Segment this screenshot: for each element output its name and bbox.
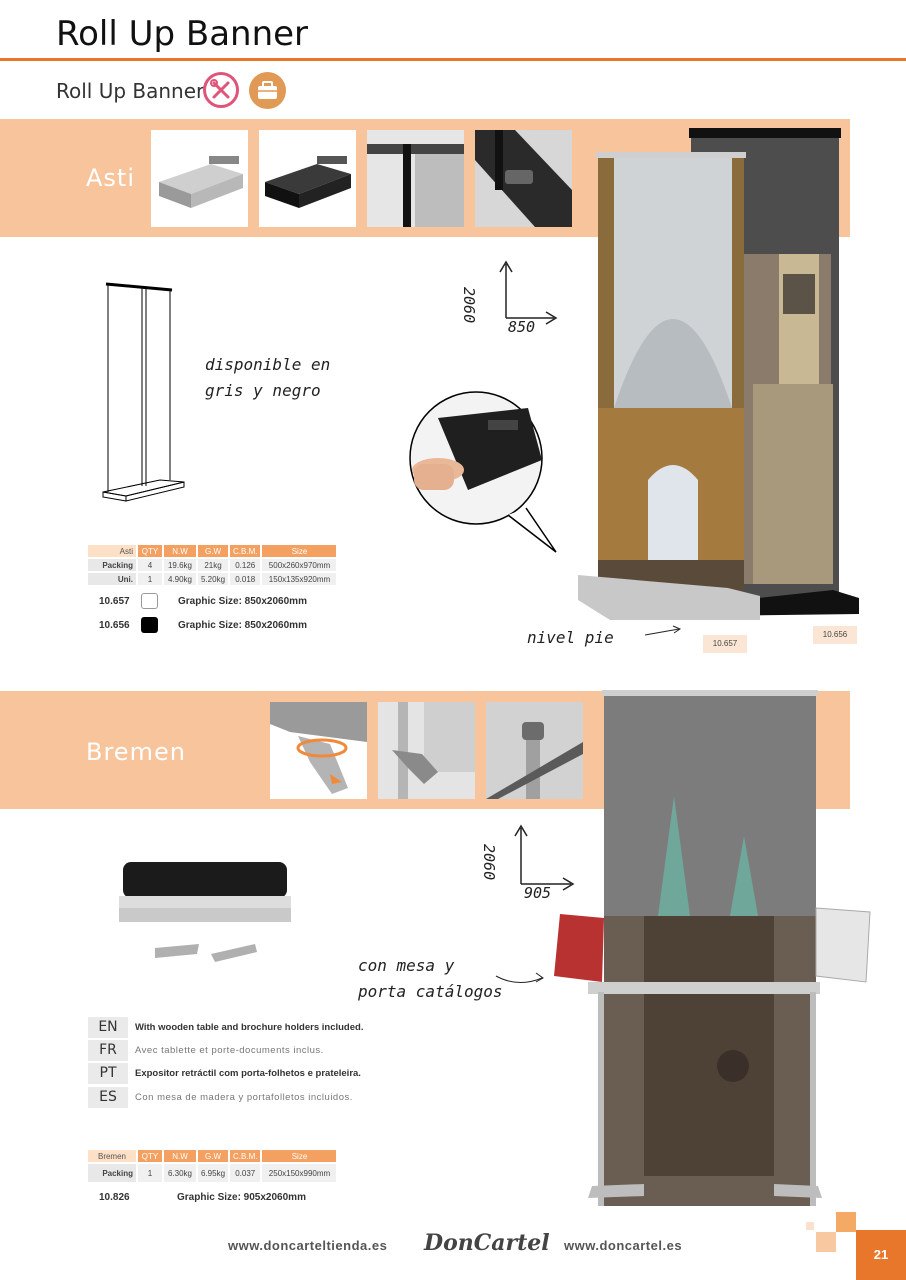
table-cell: Packing <box>88 1164 136 1182</box>
asti-silver-banner-photo <box>578 150 766 625</box>
table-cell: Packing <box>88 559 136 571</box>
asti-availability-note: disponible en gris y negro <box>205 355 331 400</box>
lang-code-pt: PT <box>88 1063 128 1084</box>
asti-thumb-clip <box>475 130 572 227</box>
asti-level-note: nivel pie <box>527 628 614 647</box>
bremen-graphic-size: Graphic Size: 905x2060mm <box>177 1192 306 1203</box>
asti-label: Asti <box>86 164 135 192</box>
table-cell: 250x150x990mm <box>262 1164 336 1182</box>
doncartel-logo: DonCartel <box>424 1230 550 1256</box>
bremen-height-label: 2060 <box>480 844 498 881</box>
table-header: Size <box>262 545 336 557</box>
table-cell: 4 <box>138 559 162 571</box>
lang-text-fr: Avec tablette et porte-documents inclus. <box>135 1045 324 1056</box>
asti-foot-detail-callout <box>408 390 560 560</box>
page-number: 21 <box>856 1230 906 1280</box>
table-row <box>88 573 336 585</box>
table-header: N.W <box>164 545 196 557</box>
footer-url-shop[interactable]: www.doncarteltienda.es <box>228 1238 388 1253</box>
table-cell: 1 <box>138 573 162 585</box>
footer-url-main[interactable]: www.doncartel.es <box>564 1238 683 1253</box>
briefcase-icon <box>249 72 286 109</box>
table-cell: Uni. <box>88 573 136 585</box>
table-header: QTY <box>138 545 162 557</box>
table-cell: 4.90kg <box>164 573 196 585</box>
tools-icon <box>203 72 239 108</box>
asti-graphic-size-black: Graphic Size: 850x2060mm <box>178 620 307 631</box>
table-cell: 0.018 <box>230 573 260 585</box>
table-header: Size <box>262 1150 336 1162</box>
bremen-label: Bremen <box>86 738 186 766</box>
black-swatch <box>141 617 158 633</box>
table-cell: 150x135x920mm <box>262 573 336 585</box>
table-cell: 5.20kg <box>198 573 228 585</box>
bremen-table-note: con mesa y porta catálogos <box>358 956 503 1001</box>
title-divider <box>0 58 906 61</box>
table-header: Asti <box>88 545 136 557</box>
asti-width-label: 850 <box>508 318 536 336</box>
asti-code-black: 10.656 <box>99 620 130 631</box>
table-cell: 6.30kg <box>164 1164 196 1182</box>
table-header: G.W <box>198 1150 228 1162</box>
table-cell: 1 <box>138 1164 162 1182</box>
table-cell: 19.6kg <box>164 559 196 571</box>
asti-graphic-size-silver: Graphic Size: 850x2060mm <box>178 596 307 607</box>
asti-tag-black: 10.656 <box>813 626 857 644</box>
table-header-row <box>88 1150 336 1162</box>
arrow-icon <box>643 624 683 638</box>
table-cell: 21kg <box>198 559 228 571</box>
table-cell: 6.95kg <box>198 1164 228 1182</box>
table-header-row <box>88 545 336 557</box>
table-cell: 500x260x970mm <box>262 559 336 571</box>
silver-swatch <box>141 593 158 609</box>
table-row <box>88 1164 336 1182</box>
table-header: N.W <box>164 1150 196 1162</box>
asti-spec-table <box>86 543 338 587</box>
bremen-banner-photo <box>548 686 873 1231</box>
lang-code-es: ES <box>88 1087 128 1108</box>
asti-height-label: 2060 <box>460 287 478 324</box>
page-subtitle: Roll Up Banner <box>56 79 205 103</box>
lang-text-es: Con mesa de madera y portafolletos incluidos. <box>135 1092 353 1103</box>
table-row <box>88 559 336 571</box>
bremen-thumb-foot <box>270 702 367 799</box>
decorative-squares <box>806 1210 858 1252</box>
bremen-width-label: 905 <box>524 884 552 902</box>
arrow-icon <box>494 970 546 988</box>
lang-text-pt: Expositor retráctil com porta-folhetos e prateleira. <box>135 1068 361 1079</box>
table-header: G.W <box>198 545 228 557</box>
asti-thumb-black-base <box>259 130 356 227</box>
asti-code-silver: 10.657 <box>99 596 130 607</box>
bremen-base-photo <box>115 858 295 970</box>
lang-code-fr: FR <box>88 1040 128 1061</box>
asti-thumb-silver-base <box>151 130 248 227</box>
table-cell: 0.126 <box>230 559 260 571</box>
table-header: C.B.M. <box>230 545 260 557</box>
table-cell: 0.037 <box>230 1164 260 1182</box>
asti-line-drawing <box>100 280 190 505</box>
bremen-code: 10.826 <box>99 1192 130 1203</box>
asti-tag-silver: 10.657 <box>703 635 747 653</box>
bremen-thumb-joint <box>378 702 475 799</box>
table-header: QTY <box>138 1150 162 1162</box>
lang-code-en: EN <box>88 1017 128 1038</box>
asti-thumb-pole <box>367 130 464 227</box>
page-title: Roll Up Banner <box>56 14 309 54</box>
lang-text-en: With wooden table and brochure holders included. <box>135 1022 364 1033</box>
table-header: C.B.M. <box>230 1150 260 1162</box>
bremen-spec-table <box>86 1148 338 1184</box>
table-header: Bremen <box>88 1150 136 1162</box>
